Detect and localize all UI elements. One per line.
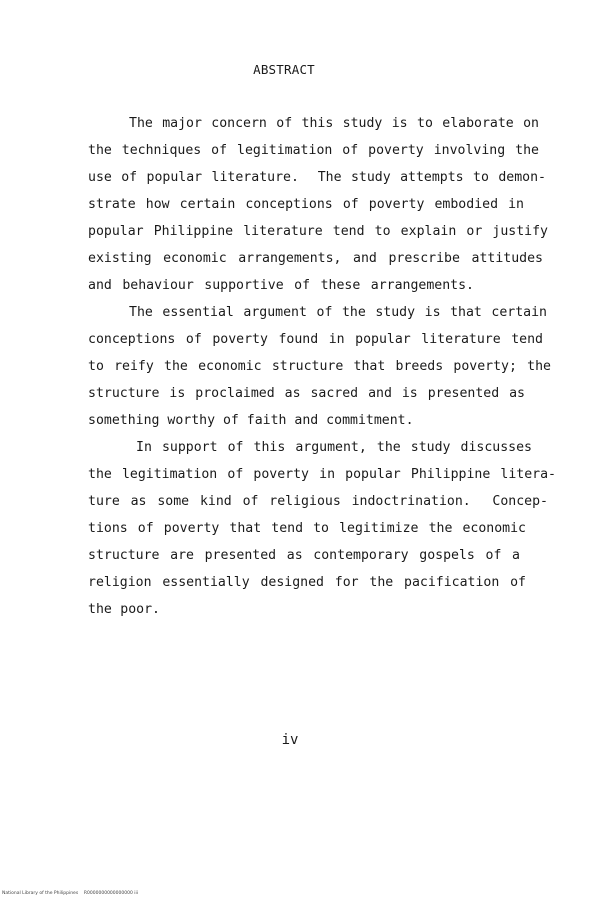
paragraph-2-line-5: something worthy of faith and commitment. bbox=[88, 413, 414, 428]
paragraph-2-line-1: The essential argument of the study is that certain bbox=[129, 305, 547, 320]
paragraph-3-line-6: religion essentially designed for the pacification of bbox=[88, 575, 526, 590]
paragraph-1-line-5: popular Philippine literature tend to explain or justify bbox=[88, 224, 548, 239]
page-number: iv bbox=[281, 732, 299, 748]
document-title: ABSTRACT bbox=[253, 62, 315, 77]
paragraph-3-line-7: the poor. bbox=[88, 602, 160, 617]
paragraph-3-line-2: the legitimation of poverty in popular Philippine litera- bbox=[88, 467, 556, 482]
paragraph-1-line-4: strate how certain conceptions of poverty embodied in bbox=[88, 197, 524, 212]
paragraph-3-line-5: structure are presented as contemporary gospels of a bbox=[88, 548, 520, 563]
paragraph-1-line-1: The major concern of this study is to elaborate on bbox=[129, 116, 539, 131]
paragraph-3-line-3: ture as some kind of religious indoctrination. Concep- bbox=[88, 494, 548, 509]
paragraph-1-line-3: use of popular literature. The study attempts to demon- bbox=[88, 170, 546, 185]
paragraph-3-line-1: In support of this argument, the study discusses bbox=[136, 440, 532, 455]
paragraph-3-line-4: tions of poverty that tend to legitimize the economic bbox=[88, 521, 526, 536]
paragraph-1-line-6: existing economic arrangements, and prescribe attitudes bbox=[88, 251, 543, 266]
paragraph-2-line-2: conceptions of poverty found in popular literature tend bbox=[88, 332, 543, 347]
paragraph-2-line-3: to reify the economic structure that breeds poverty; the bbox=[88, 359, 551, 374]
paragraph-1-line-2: the techniques of legitimation of poverty involving the bbox=[88, 143, 539, 158]
paragraph-1-line-7: and behaviour supportive of these arrangements. bbox=[88, 278, 474, 293]
footer-source-note: National Library of the Philippines R0000000000000000 iii bbox=[2, 891, 139, 896]
paragraph-2-line-4: structure is proclaimed as sacred and is presented as bbox=[88, 386, 525, 401]
